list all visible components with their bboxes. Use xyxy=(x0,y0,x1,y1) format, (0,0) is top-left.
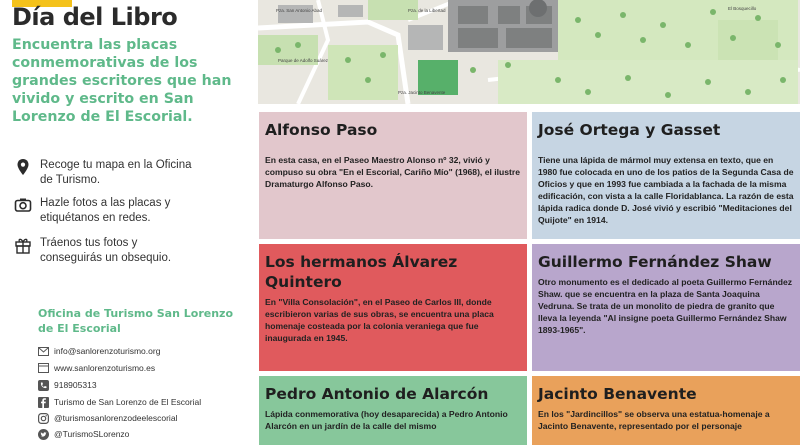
writer-card-hermanos-alvarez-quintero xyxy=(259,244,527,371)
info-text: Hazle fotos a las placas y etiquétanos en redes. xyxy=(40,197,171,224)
info-item-pickup-map xyxy=(14,158,200,188)
contact-facebook[interactable] xyxy=(38,396,201,408)
writer-card-jacinto-benavente xyxy=(532,376,800,445)
contact-twitter-text: @TurismoSLorenzo xyxy=(54,429,130,439)
writer-name: José Ortega y Gasset xyxy=(538,121,721,139)
contact-facebook-text: Turismo de San Lorenzo de El Escorial xyxy=(54,397,202,407)
phone-icon xyxy=(38,380,49,391)
info-item-take-photos xyxy=(14,196,200,226)
info-text: Recoge tu mapa en la Oficina de Turismo. xyxy=(40,159,192,186)
writer-description: En "Villa Consolación", en el Paseo de Carlos III, donde escribieron varias de sus obras, se encuentra una placa homenaje costeada por la colonia veraniega que fue inaugurada en 1945. xyxy=(265,297,494,343)
contact-twitter[interactable] xyxy=(38,428,129,440)
contact-web-text: www.sanlorenzoturismo.es xyxy=(54,363,156,373)
writer-card-pedro-antonio-de-alarcon xyxy=(259,376,527,445)
writer-description: En esta casa, en el Paseo Maestro Alonso nº 32, vivió y compuso su obra "En el Escorial, Cariño Mío" (1968), el ilustre Dramaturgo Alfonso Paso. xyxy=(265,155,521,189)
location-pin-icon xyxy=(14,158,32,176)
facebook-icon xyxy=(38,397,49,408)
writer-card-jose-ortega-y-gasset xyxy=(532,112,800,239)
writer-name: Los hermanos Álvarez Quintero xyxy=(265,253,458,291)
contact-web[interactable] xyxy=(38,362,155,374)
writer-description: En los "Jardincillos" se observa una estatua-homenaje a Jacinto Benavente, representado por el personaje xyxy=(538,409,770,431)
contact-instagram[interactable] xyxy=(38,412,177,424)
writer-description: Otro monumento es el dedicado al poeta Guillermo Fernández Shaw. que se encuentra en la plaza de Santa Joaquina Vedruna. Se trata de un monolito de piedra de granito que lleva la leyenda "Al insigne poeta Guillermo Fernández Shaw 1893-1965". xyxy=(538,277,793,335)
page-title: Día del Libro xyxy=(12,3,178,31)
map-label: Parque de Adolfo Suárez xyxy=(278,58,329,63)
email-icon xyxy=(38,346,49,357)
writer-card-alfonso-paso xyxy=(259,112,527,239)
map-label: Pza. Jacinto Benavente xyxy=(398,90,446,95)
contact-instagram-text: @turismosanlorenzodeelescorial xyxy=(54,413,178,423)
camera-icon xyxy=(14,196,32,214)
town-map xyxy=(258,0,800,104)
map-label: Pza. de la Libertad xyxy=(408,8,446,13)
twitter-icon xyxy=(38,429,49,440)
writer-card-guillermo-fernandez-shaw xyxy=(532,244,800,371)
contact-email-text: info@sanlorenzoturismo.org xyxy=(54,346,161,356)
contact-email[interactable] xyxy=(38,345,160,357)
left-panel xyxy=(0,0,255,445)
gift-icon xyxy=(14,236,32,254)
page-subtitle: Encuentra las placas conmemorativas de los grandes escritores que han vivido y escrito en San Lorenzo de El Escorial. xyxy=(12,37,232,125)
writer-name: Pedro Antonio de Alarcón xyxy=(265,385,489,403)
web-icon xyxy=(38,363,49,374)
writer-description: Lápida conmemorativa (hoy desaparecida) a Pedro Antonio Alarcón en un jardín de la calle del mismo xyxy=(265,409,508,431)
map-label: El Bosquecillo xyxy=(728,6,757,11)
contact-phone[interactable] xyxy=(38,379,97,391)
writer-description: Tiene una lápida de mármol muy extensa en texto, que en 1980 fue colocada en uno de los patios de la Segunda Casa de Oficios y que en 1993 fue cambiada a la fachada de la misma edificación, con vista a la calle Floridablanca. La razón de esta lápida radica donde D. José vivió y escribió "Meditaciones del Quijote" en 1914. xyxy=(538,155,794,225)
office-title: Oficina de Turismo San Lorenzo de El Escorial xyxy=(38,307,234,335)
writer-name: Alfonso Paso xyxy=(265,121,378,139)
writer-name: Guillermo Fernández Shaw xyxy=(538,253,772,271)
contact-phone-text: 918905313 xyxy=(54,380,97,390)
instagram-icon xyxy=(38,413,49,424)
info-item-gift xyxy=(14,236,200,266)
map-illustration xyxy=(258,0,800,104)
writer-name: Jacinto Benavente xyxy=(538,385,697,403)
info-text: Tráenos tus fotos y conseguirás un obsequio. xyxy=(40,237,172,264)
map-label: Pza. San Antonio Abad xyxy=(276,8,323,13)
